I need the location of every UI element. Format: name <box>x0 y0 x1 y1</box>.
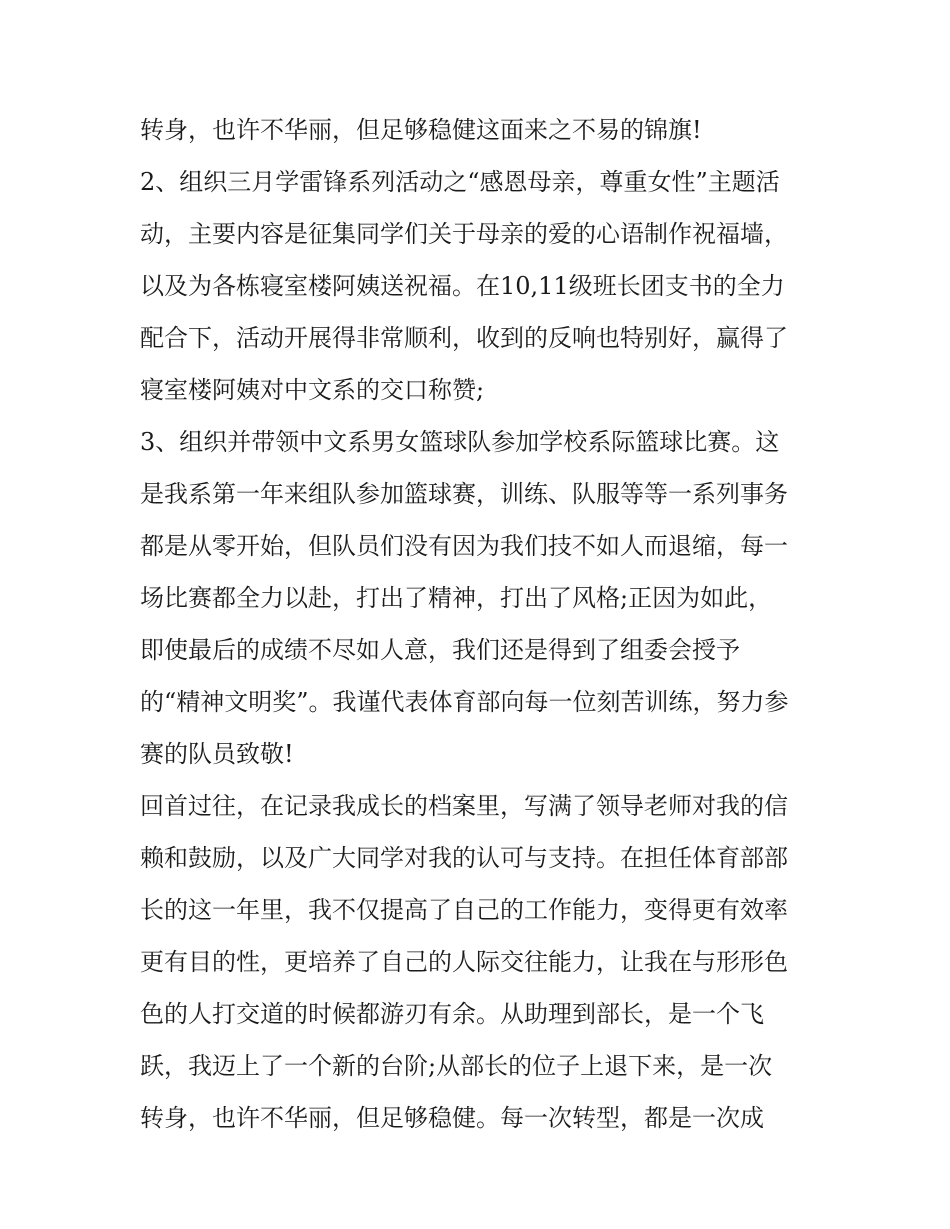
text-line-18: 色的人打交道的时候都游刃有余。从助理到部长，是一个飞 <box>140 1000 764 1028</box>
text-line-3: 动，主要内容是征集同学们关于母亲的爱的心语制作祝福墙， <box>140 220 788 248</box>
text-line-12: 的“精神文明奖”。我谨代表体育部向每一位刻苦训练，努力参 <box>140 688 789 716</box>
text-line-15: 赖和鼓励，以及广大同学对我的认可与支持。在担任体育部部 <box>140 844 788 872</box>
text-line-5: 配合下，活动开展得非常顺利，收到的反响也特别好，赢得了 <box>140 324 788 352</box>
text-line-1: 转身，也许不华丽，但足够稳健这面来之不易的锦旗! <box>140 116 702 144</box>
document-body <box>140 104 820 1144</box>
text-line-9: 都是从零开始，但队员们没有因为我们技不如人而退缩，每一 <box>140 532 788 560</box>
text-line-20: 转身，也许不华丽，但足够稳健。每一次转型，都是一次成 <box>140 1104 764 1132</box>
text-line-13: 赛的队员致敬! <box>140 740 294 768</box>
text-line-8: 是我系第一年来组队参加篮球赛，训练、队服等等一系列事务 <box>140 480 788 508</box>
text-line-14: 回首过往，在记录我成长的档案里，写满了领导老师对我的信 <box>140 792 788 820</box>
text-line-10: 场比赛都全力以赴，打出了精神，打出了风格;正因为如此， <box>140 584 773 612</box>
text-line-17: 更有目的性，更培养了自己的人际交往能力，让我在与形形色 <box>140 948 788 976</box>
text-line-19: 跃，我迈上了一个新的台阶;从部长的位子上退下来，是一次 <box>140 1052 773 1080</box>
text-line-7: 3、组织并带领中文系男女篮球队参加学校系际篮球比赛。这 <box>140 428 780 456</box>
text-line-16: 长的这一年里，我不仅提高了自己的工作能力，变得更有效率 <box>140 896 788 924</box>
text-line-11: 即使最后的成绩不尽如人意，我们还是得到了组委会授予 <box>140 636 740 664</box>
text-line-6: 寝室楼阿姨对中文系的交口称赞; <box>140 376 485 404</box>
text-line-4: 以及为各栋寝室楼阿姨送祝福。在10,11级班长团支书的全力 <box>140 272 785 300</box>
text-line-2: 2、组织三月学雷锋系列活动之“感恩母亲，尊重女性”主题活 <box>140 168 780 196</box>
